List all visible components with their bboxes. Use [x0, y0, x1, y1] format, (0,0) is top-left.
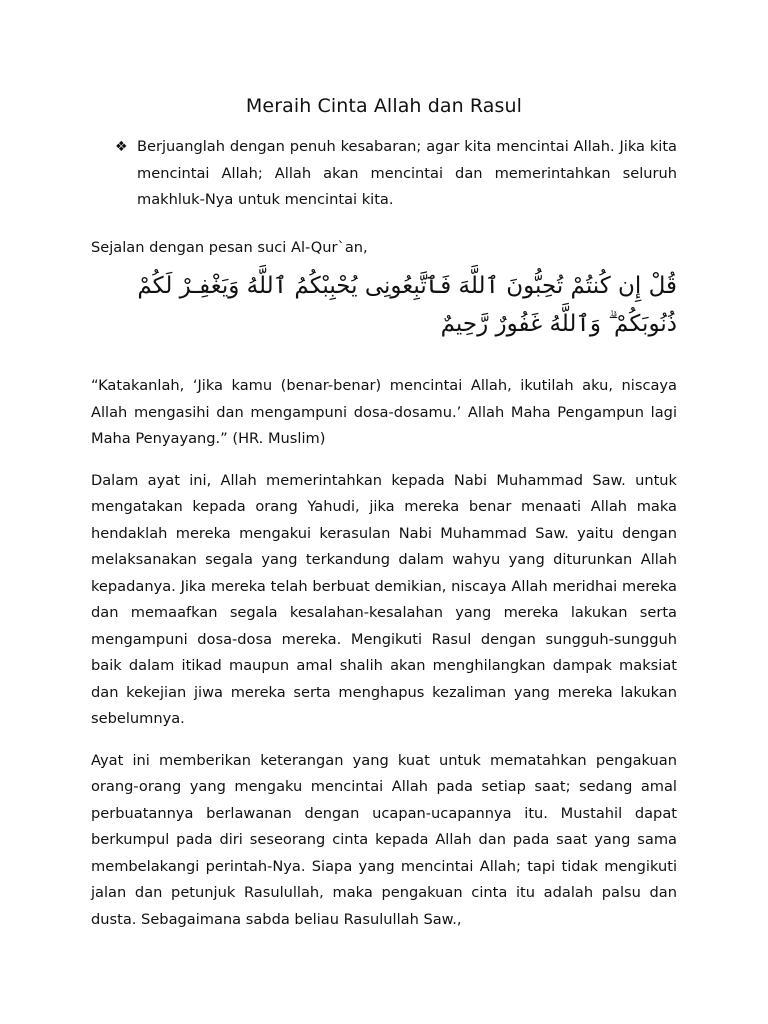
diamond-bullet-icon: ❖ — [115, 139, 128, 155]
document-page — [91, 92, 677, 948]
bullet-text: Berjuanglah dengan penuh kesabaran; agar kita mencintai Allah. Jika kita mencintai Allah; Allah akan mencintai dan memerintahkan seluruh makhluk-Nya untuk mencintai kita. — [137, 138, 677, 208]
body-paragraph-1: Dalam ayat ini, Allah memerintahkan kepada Nabi Muhammad Saw. untuk mengatakan kepada orang Yahudi, jika mereka benar menaati Allah maka hendaklah mereka mengakui kerasulan Nabi Muhammad Saw. yaitu dengan melaksanakan segala yang terkandung dalam wahyu yang diturunkan Allah kepadanya. Jika mereka telah berbuat demikian, niscaya Allah meridhai mereka dan memaafkan segala kesalahan-kesalahan yang mereka lakukan serta mengampuni dosa-dosa mereka. Mengikuti Rasul dengan sungguh-sungguh baik dalam itikad maupun amal shalih akan menghilangkan dampak maksiat dan kekejian jiwa mereka serta menghapus kezaliman yang mereka lakukan sebelumnya. — [91, 471, 677, 727]
bullet-item — [91, 134, 677, 214]
translation-quote: “Katakanlah, ‘Jika kamu (benar-benar) mencintai Allah, ikutilah aku, niscaya Allah mengasihi dan mengampuni dosa-dosamu.’ Allah Maha Pengampun lagi Maha Penyayang.” (HR. Muslim) — [91, 377, 677, 447]
intro-text: Sejalan dengan pesan suci Al-Qur`an, — [91, 238, 368, 256]
arabic-verse — [91, 267, 677, 343]
document-title: Meraih Cinta Allah dan Rasul — [245, 95, 523, 117]
arabic-verse-line-1: قُلْ إِن كُنتُمْ تُحِبُّونَ ٱللَّهَ فَٱتَّبِعُونِى يُحْبِبْكُمُ ٱللَّهُ وَيَغْفِـرْ لَكُمْ — [137, 273, 677, 299]
body-paragraph-2: Ayat ini memberikan keterangan yang kuat untuk mematahkan pengakuan orang-orang yang mengaku mencintai Allah pada setiap saat; sedang amal perbuatannya berlawanan dengan ucapan-ucapannya itu. Mustahil dapat berkumpul pada diri seseorang cinta kepada Allah dan pada saat yang sama membelakangi perintah-Nya. Siapa yang mencintai Allah; tapi tidak mengikuti jalan dan petunjuk Rasulullah, maka pengakuan cinta itu adalah palsu dan dusta. Sebagaimana sabda beliau Rasulullah Saw., — [91, 751, 677, 928]
arabic-verse-line-2: ذُنُوبَكُمْ ۗ وَٱللَّهُ غَفُورٌ رَّحِيمٌ — [440, 311, 677, 337]
